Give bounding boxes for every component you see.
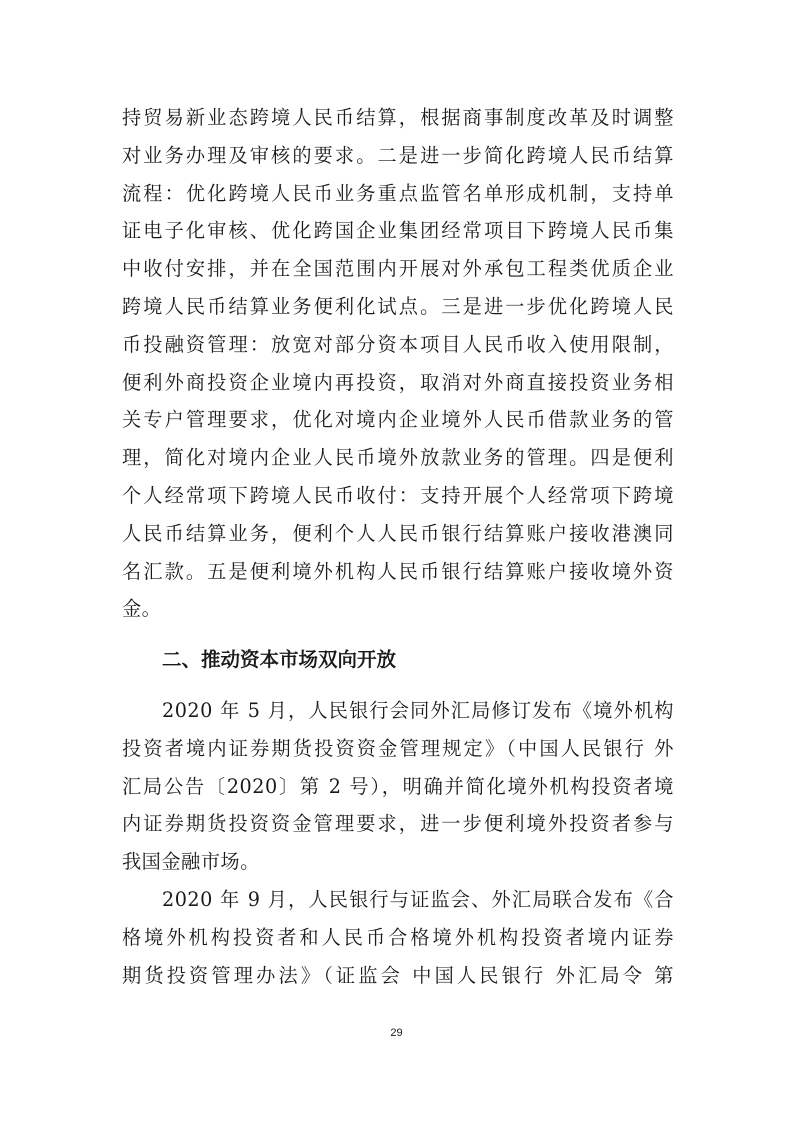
- text-line: 证电子化审核、优化跨国企业集团经常项目下跨境人民币集: [122, 219, 674, 243]
- text-line: 人民币结算业务，便利个人人民币银行结算账户接收港澳同: [122, 521, 674, 545]
- text-line: 对业务办理及审核的要求。二是进一步简化跨境人民币结算: [122, 143, 674, 167]
- text-line: 跨境人民币结算业务便利化试点。三是进一步优化跨境人民: [122, 294, 674, 318]
- text-line: 汇局公告〔2020〕第 2 号），明确并简化境外机构投资者境: [122, 774, 674, 798]
- text-line: 内证券期货投资资金管理要求，进一步便利境外投资者参与: [122, 812, 674, 836]
- section-heading: 二、推动资本市场双向开放: [162, 648, 397, 671]
- text-line: 便利外商投资企业境内再投资，取消对外商直接投资业务相: [122, 370, 674, 394]
- text-line: 中收付安排，并在全国范围内开展对外承包工程类优质企业: [122, 257, 674, 281]
- text-line: 理，简化对境内企业人民币境外放款业务的管理。四是便利: [122, 446, 674, 470]
- text-line: 持贸易新业态跨境人民币结算，根据商事制度改革及时调整: [122, 106, 674, 129]
- paragraph-sep-2020: [122, 881, 674, 994]
- text-line: 格境外机构投资者和人民币合格境外机构投资者境内证券: [122, 925, 674, 949]
- paragraph-cross-border-rmb: [122, 99, 674, 628]
- paragraph-may-2020: [122, 692, 674, 881]
- text-line: 金。: [122, 597, 162, 621]
- text-line: 流程：优化跨境人民币业务重点监管名单形成机制，支持单: [122, 181, 674, 205]
- text-line: 期货投资管理办法》（证监会 中国人民银行 外汇局令 第: [122, 963, 674, 987]
- text-line: 2020 年 5 月，人民银行会同外汇局修订发布《境外机构: [162, 699, 674, 722]
- text-line: 名汇款。五是便利境外机构人民币银行结算账户接收境外资: [122, 559, 674, 583]
- page-number: 29: [390, 1027, 403, 1039]
- text-line: 关专户管理要求，优化对境内企业境外人民币借款业务的管: [122, 408, 674, 432]
- text-line: 币投融资管理：放宽对部分资本项目人民币收入使用限制，: [122, 332, 674, 356]
- text-line: 2020 年 9 月，人民银行与证监会、外汇局联合发布《合: [162, 888, 674, 911]
- text-line: 个人经常项下跨境人民币收付：支持开展个人经常项下跨境: [122, 483, 674, 507]
- text-line: 投资者境内证券期货投资资金管理规定》（中国人民银行 外: [122, 736, 674, 760]
- text-line: 我国金融市场。: [122, 850, 260, 874]
